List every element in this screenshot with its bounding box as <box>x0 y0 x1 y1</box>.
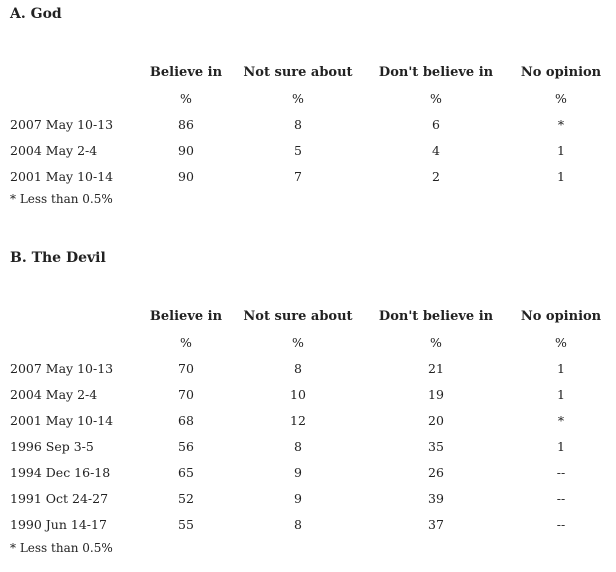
cell-no-opinion: * <box>557 412 565 428</box>
unit-percent: % <box>292 334 304 350</box>
row-date: 2001 May 10-14 <box>10 412 114 428</box>
cell-believe-in: 52 <box>178 490 194 506</box>
row-date: 2001 May 10-14 <box>10 168 114 184</box>
cell-dont-believe-in: 19 <box>428 386 444 402</box>
cell-believe-in: 55 <box>178 516 194 532</box>
table-row <box>6 433 611 459</box>
cell-not-sure-about: 7 <box>294 168 302 184</box>
row-date: 2004 May 2-4 <box>10 142 98 158</box>
cell-dont-believe-in: 39 <box>428 490 444 506</box>
section-b-footnote: * Less than 0.5% <box>10 541 113 555</box>
cell-dont-believe-in: 4 <box>432 142 440 158</box>
header-not-sure-about: Not sure about <box>243 64 353 80</box>
table-row <box>6 459 611 485</box>
cell-believe-in: 70 <box>178 360 194 376</box>
cell-not-sure-about: 8 <box>294 360 302 376</box>
unit-percent: % <box>555 90 567 106</box>
unit-percent: % <box>430 90 442 106</box>
header-dont-believe-in: Don't believe in <box>378 308 494 324</box>
cell-not-sure-about: 8 <box>294 116 302 132</box>
header-blank <box>6 59 137 85</box>
table-row <box>6 111 611 137</box>
god-belief-table <box>6 59 611 189</box>
cell-no-opinion: 1 <box>557 142 565 158</box>
cell-believe-in: 65 <box>178 464 194 480</box>
section-a-footnote: * Less than 0.5% <box>10 192 113 206</box>
cell-dont-believe-in: 35 <box>428 438 444 454</box>
units-row <box>6 329 611 355</box>
cell-no-opinion: 1 <box>557 438 565 454</box>
cell-no-opinion: 1 <box>557 360 565 376</box>
cell-no-opinion: 1 <box>557 168 565 184</box>
header-row <box>6 59 611 85</box>
cell-not-sure-about: 8 <box>294 438 302 454</box>
cell-believe-in: 90 <box>178 168 194 184</box>
cell-not-sure-about: 10 <box>290 386 306 402</box>
cell-not-sure-about: 9 <box>294 490 302 506</box>
units-row <box>6 85 611 111</box>
cell-dont-believe-in: 37 <box>428 516 444 532</box>
cell-not-sure-about: 12 <box>290 412 306 428</box>
row-date: 1996 Sep 3-5 <box>10 438 94 454</box>
row-date: 2007 May 10-13 <box>10 360 114 376</box>
cell-no-opinion: * <box>557 116 565 132</box>
cell-believe-in: 68 <box>178 412 194 428</box>
table-row <box>6 381 611 407</box>
table-row <box>6 137 611 163</box>
unit-percent: % <box>555 334 567 350</box>
cell-no-opinion: 1 <box>557 386 565 402</box>
cell-no-opinion: -- <box>556 516 566 532</box>
unit-percent: % <box>292 90 304 106</box>
devil-belief-table <box>6 303 611 537</box>
section-a-title: A. God <box>10 6 62 22</box>
row-date: 2007 May 10-13 <box>10 116 114 132</box>
unit-percent: % <box>180 90 192 106</box>
table-row <box>6 355 611 381</box>
cell-dont-believe-in: 20 <box>428 412 444 428</box>
row-date: 2004 May 2-4 <box>10 386 98 402</box>
cell-dont-believe-in: 21 <box>428 360 444 376</box>
cell-dont-believe-in: 2 <box>432 168 440 184</box>
cell-believe-in: 70 <box>178 386 194 402</box>
cell-not-sure-about: 5 <box>294 142 302 158</box>
unit-percent: % <box>180 334 192 350</box>
row-date: 1991 Oct 24-27 <box>10 490 109 506</box>
cell-dont-believe-in: 26 <box>428 464 444 480</box>
cell-not-sure-about: 9 <box>294 464 302 480</box>
header-believe-in: Believe in <box>149 308 223 324</box>
header-dont-believe-in: Don't believe in <box>378 64 494 80</box>
header-no-opinion: No opinion <box>520 308 602 324</box>
section-b-title: B. The Devil <box>10 250 106 266</box>
row-date: 1994 Dec 16-18 <box>10 464 111 480</box>
cell-no-opinion: -- <box>556 464 566 480</box>
cell-believe-in: 56 <box>178 438 194 454</box>
header-row <box>6 303 611 329</box>
header-blank <box>6 303 137 329</box>
unit-blank <box>6 329 137 355</box>
cell-believe-in: 90 <box>178 142 194 158</box>
header-believe-in: Believe in <box>149 64 223 80</box>
unit-percent: % <box>430 334 442 350</box>
cell-not-sure-about: 8 <box>294 516 302 532</box>
cell-no-opinion: -- <box>556 490 566 506</box>
unit-blank <box>6 85 137 111</box>
header-not-sure-about: Not sure about <box>243 308 353 324</box>
cell-believe-in: 86 <box>178 116 194 132</box>
table-row <box>6 163 611 189</box>
header-no-opinion: No opinion <box>520 64 602 80</box>
cell-dont-believe-in: 6 <box>432 116 440 132</box>
row-date: 1990 Jun 14-17 <box>10 516 107 532</box>
table-row <box>6 485 611 511</box>
table-row <box>6 407 611 433</box>
table-row <box>6 511 611 537</box>
